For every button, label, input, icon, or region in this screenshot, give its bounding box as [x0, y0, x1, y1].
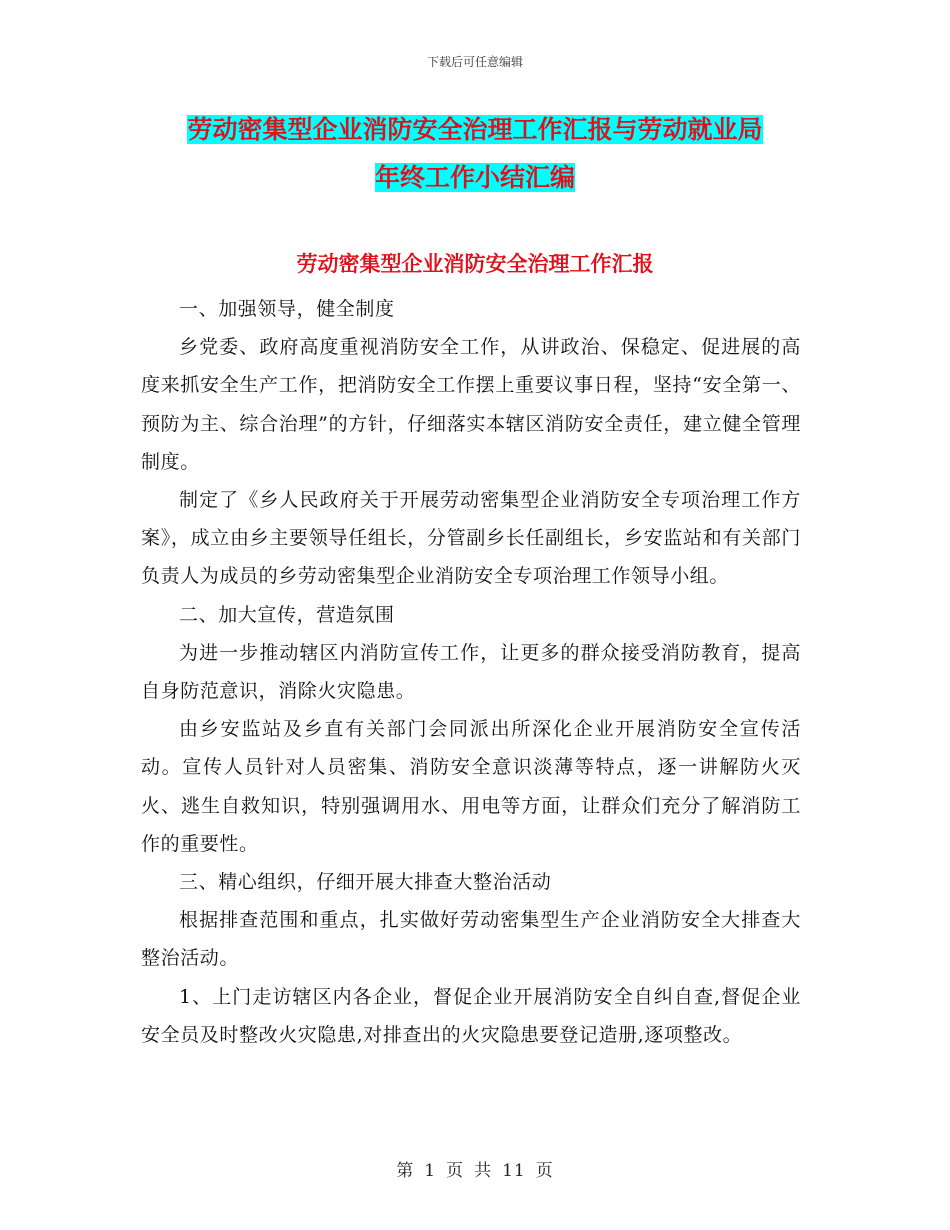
heading-3: 三、精心组织，仔细开展大排查大整治活动: [179, 871, 552, 894]
footer-page-word: 页: [446, 1161, 465, 1181]
current-page-number: 1: [424, 1161, 437, 1181]
paragraph: 乡党委、政府高度重视消防安全工作，从讲政治、保稳定、促进展的高度来抓安全生产工作，把消防安全工作摆上重要议事日程，坚持“安全第一、预防为主、综合治理”的方针，仔细落实本辖区消防安全责任，建立健全管理制度。: [141, 336, 801, 473]
total-pages-number: 11: [502, 1161, 526, 1181]
paragraph: 根据排查范围和重点，扎实做好劳动密集型生产企业消防安全大排查大整治活动。: [141, 909, 801, 970]
section-title: 劳动密集型企业消防安全治理工作汇报: [296, 251, 654, 276]
title-line-2: 年终工作小结汇编: [374, 163, 575, 192]
header-note: 下载后可任意编辑: [426, 55, 523, 69]
title-line-1: 劳动密集型企业消防安全治理工作汇报与劳动就业局: [187, 115, 763, 144]
document-title: [140, 106, 810, 202]
footer-prefix: 第: [396, 1161, 415, 1181]
paragraph: 1、上门走访辖区内各企业，督促企业开展消防安全自纠自查,督促企业安全员及时整改火灾隐患,对排查出的火灾隐患要登记造册,逐项整改。: [141, 985, 801, 1046]
paragraph: 为进一步推动辖区内消防宣传工作，让更多的群众接受消防教育，提高自身防范意识，消除火灾隐患。: [141, 641, 801, 703]
footer-total-word: 共: [474, 1161, 493, 1181]
footer-suffix: 页: [535, 1161, 554, 1181]
page-footer: [0, 1156, 950, 1181]
heading-2: 二、加大宣传，营造氛围: [179, 603, 395, 626]
heading-1: 一、加强领导，健全制度: [179, 298, 395, 320]
paragraph: 制定了《乡人民政府关于开展劳动密集型企业消防安全专项治理工作方案》，成立由乡主要领导任组长，分管副乡长任副组长，乡安监站和有关部门负责人为成员的乡劳动密集型企业消防安全专项治理工作领导小组。: [141, 489, 801, 588]
paragraph: 由乡安监站及乡直有关部门会同派出所深化企业开展消防安全宣传活动。宣传人员针对人员密集、消防安全意识淡薄等特点，逐一讲解防火灭火、逃生自救知识，特别强调用水、用电等方面，让群众们充分了解消防工作的重要性。: [141, 718, 801, 855]
document-body: [141, 290, 801, 1054]
